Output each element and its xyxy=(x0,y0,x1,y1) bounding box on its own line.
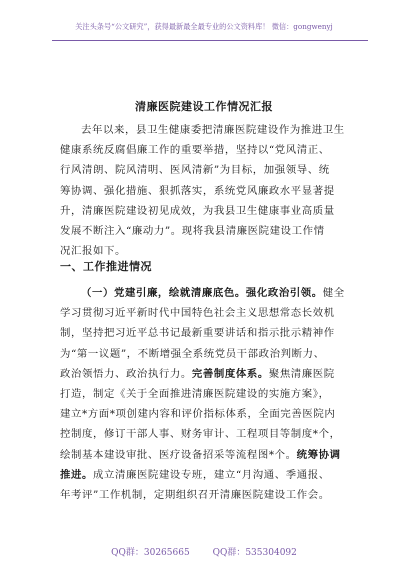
line-text: 政治领悟力、政治执行力。 xyxy=(60,367,192,380)
bold-lead: 统筹协调 xyxy=(296,448,341,461)
paragraph-line: 况汇报如下。 xyxy=(60,245,126,258)
paragraph-line: 发展不断注入“廉动力”。现将我县清廉医院建设工作情 xyxy=(60,225,325,238)
bold-lead: 完善制度体系。 xyxy=(191,367,269,380)
footer-qq-group-1: QQ群：30265665 xyxy=(111,548,190,558)
paragraph-line xyxy=(60,364,352,384)
paragraph-line: 升，清廉医院建设初见成效，为我县卫生健康事业高质量 xyxy=(60,204,335,217)
paragraph-line: 控制度，修订干部人事、财务审计、工程项目等制度*个， xyxy=(60,428,341,441)
section-paragraph xyxy=(60,283,352,505)
paragraph-line: 学习贯彻习近平新时代中国特色社会主义思想常态长效机 xyxy=(60,307,335,320)
header-divider xyxy=(52,40,368,41)
paragraph-line: 制，坚持把习近平总书记最新重要讲话和指示批示精神作 xyxy=(60,327,335,340)
intro-paragraph xyxy=(60,120,352,261)
line-text: 成立清廉医院建设专班，建立“月沟通、季通报、 xyxy=(92,468,330,481)
bold-lead: 推进。 xyxy=(60,468,93,481)
paragraph-line xyxy=(60,283,352,303)
line-text: 健全 xyxy=(322,287,345,299)
paragraph-line: 建立*方面*项创建内容和评价指标体系，全面完善医院内 xyxy=(60,408,336,421)
paragraph-line: 健康系统反腐倡廉工作的重要举措，坚持以“党风清正、 xyxy=(60,144,330,157)
paragraph-line: 去年以来，县卫生健康委把清廉医院建设作为推进卫生 xyxy=(81,124,345,136)
paragraph-line xyxy=(60,465,352,485)
footer-qq-group-2: QQ群：535304092 xyxy=(212,548,297,558)
line-text: 聚焦清廉医院 xyxy=(268,367,335,380)
section-heading: 一、工作推进情况 xyxy=(60,260,152,273)
paragraph-line: 行风清朗、院风清明、医风清新”为目标，加强领导、统 xyxy=(60,164,330,177)
paragraph-line: 年考评”工作机制，定期组织召开清廉医院建设工作会。 xyxy=(60,489,330,502)
paragraph-line: 筹协调、强化措施、狠抓落实，系统党风廉政水平显著提 xyxy=(60,184,335,197)
bold-lead: （一）党建引廉，绘就清廉底色。强化政治引领。 xyxy=(81,287,323,299)
paragraph-line: 为“第一议题”，不断增强全系统党员干部政治判断力、 xyxy=(60,347,325,360)
paragraph-line xyxy=(60,445,352,465)
line-text: 绘制基本建设审批、医疗设备招采等流程图*个。 xyxy=(60,448,297,461)
paragraph-line: 打造，制定《关于全面推进清廉医院建设的实施方案》， xyxy=(60,388,330,401)
footer xyxy=(0,545,408,558)
header-banner: 关注头条号“公文研究”，获得最新最全最专业的公文资料库！ 微信：gongwenyj xyxy=(75,22,333,31)
document-title: 清廉医院建设工作情况汇报 xyxy=(135,100,273,113)
